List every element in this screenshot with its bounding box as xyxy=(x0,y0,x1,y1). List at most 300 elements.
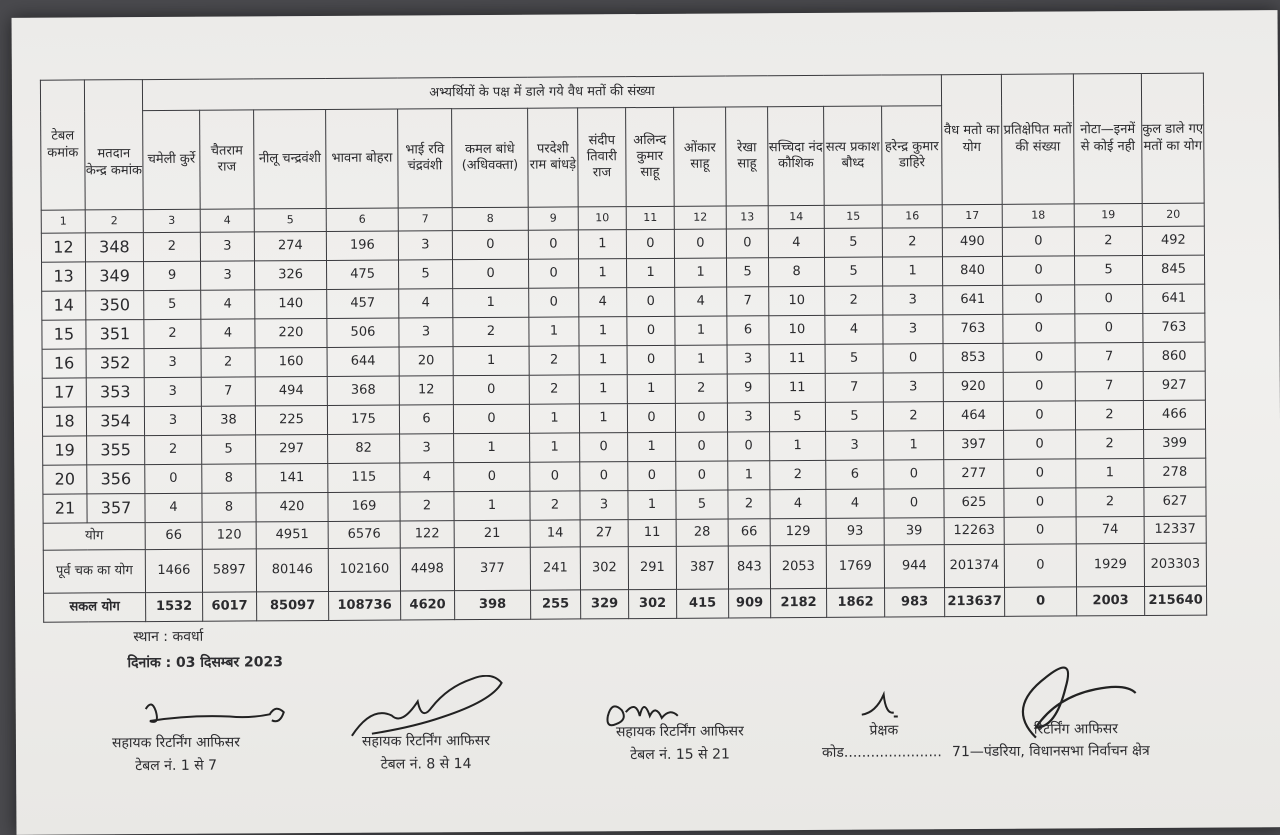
table-cell: 160 xyxy=(255,347,327,376)
table-cell: 3 xyxy=(201,261,255,290)
grand-total-row-cell: 6017 xyxy=(203,592,257,621)
table-cell: 0 xyxy=(883,344,943,373)
grand-total-row-label: सकल योग xyxy=(44,593,146,623)
table-cell: 0 xyxy=(884,489,944,518)
header-candidate: सत्य प्रकाश बौध्द xyxy=(824,106,883,205)
header-candidate: सच्चिदा नंद कौशिक xyxy=(768,106,825,205)
table-cell: 1 xyxy=(579,346,627,375)
previous-round-row-cell: 4498 xyxy=(400,548,454,591)
header-candidate: अलिन्द कुमार साहू xyxy=(626,107,675,206)
table-cell: 351 xyxy=(86,320,144,349)
table-cell: 354 xyxy=(86,407,144,436)
table-cell: 5 xyxy=(824,228,882,257)
table-cell: 5 xyxy=(825,344,883,373)
header-candidate: रेखा साहू xyxy=(726,107,769,206)
table-cell: 348 xyxy=(85,233,143,262)
table-cell: 1 xyxy=(882,257,942,286)
previous-round-row-cell: 203303 xyxy=(1144,543,1206,586)
grand-total-row-cell: 215640 xyxy=(1145,586,1207,615)
previous-round-row xyxy=(43,543,1206,593)
table-cell: 3 xyxy=(727,345,769,374)
table-cell: 860 xyxy=(1143,342,1205,371)
table-cell: 1 xyxy=(628,432,676,461)
table-cell: 357 xyxy=(87,494,145,523)
date-label: दिनांक : 03 दिसम्बर 2023 xyxy=(127,654,284,672)
table-cell: 0 xyxy=(452,230,528,259)
table-cell: 20 xyxy=(43,465,87,494)
table-cell: 3 xyxy=(883,315,943,344)
table-cell: 7 xyxy=(727,287,769,316)
results-body xyxy=(41,203,1206,622)
table-cell: 927 xyxy=(1143,371,1205,400)
total-row-cell: 11 xyxy=(628,519,676,546)
table-cell: 641 xyxy=(1143,284,1205,313)
table-cell: 0 xyxy=(529,259,579,288)
table-cell: 2 xyxy=(143,232,200,261)
table-cell: 1 xyxy=(530,433,580,462)
table-cell: 0 xyxy=(453,375,529,404)
sig1-title: सहायक रिटर्निंग आफिसर xyxy=(111,734,240,752)
table-cell: 0 xyxy=(627,403,675,432)
table-cell: 12 xyxy=(41,233,85,262)
table-cell: 14 xyxy=(42,291,86,320)
previous-round-row-cell: 1466 xyxy=(145,549,202,592)
table-cell: 4 xyxy=(825,315,883,344)
total-row-cell: 66 xyxy=(145,522,202,549)
table-cell: 3 xyxy=(144,348,201,377)
table-cell: 3 xyxy=(400,434,454,463)
total-row-cell: 74 xyxy=(1076,516,1144,543)
total-row-cell: 120 xyxy=(202,522,256,549)
signature-1-icon xyxy=(136,696,296,737)
table-cell: 0 xyxy=(628,461,676,490)
table-cell: 494 xyxy=(255,376,327,405)
header-candidate: चमेली कुर्रे xyxy=(143,110,201,209)
previous-round-row-cell: 80146 xyxy=(256,548,328,591)
previous-round-row-cell: 377 xyxy=(454,547,530,590)
table-cell: 1 xyxy=(578,259,626,288)
total-row-cell: 28 xyxy=(676,519,728,546)
table-cell: 625 xyxy=(944,488,1004,517)
observer-title: प्रेक्षक xyxy=(869,722,899,739)
table-cell: 641 xyxy=(943,285,1003,314)
table-cell: 0 xyxy=(1002,227,1074,256)
table-cell: 2 xyxy=(1075,400,1143,429)
table-cell: 2 xyxy=(882,228,942,257)
total-row-cell: 21 xyxy=(454,520,530,547)
table-cell: 5 xyxy=(202,435,256,464)
table-cell: 1 xyxy=(529,404,579,433)
table-cell: 0 xyxy=(674,229,726,258)
table-cell: 763 xyxy=(1143,313,1205,342)
table-cell: 0 xyxy=(1003,401,1075,430)
table-cell: 2 xyxy=(145,435,202,464)
table-cell: 0 xyxy=(580,462,628,491)
table-cell: 2 xyxy=(770,460,826,489)
table-cell: 13 xyxy=(42,262,86,291)
table-cell: 3 xyxy=(200,232,254,261)
table-cell: 5 xyxy=(399,260,453,289)
header-candidate: भाई रवि चंद्रवंशी xyxy=(398,109,453,208)
previous-round-row-cell: 0 xyxy=(1004,544,1076,587)
column-number-cell: 5 xyxy=(254,208,326,231)
table-cell: 2 xyxy=(144,319,201,348)
header-candidate: संदीप तिवारी राज xyxy=(578,108,627,207)
column-number-cell: 9 xyxy=(528,207,578,230)
table-cell: 2 xyxy=(883,402,943,431)
table-cell: 0 xyxy=(1003,343,1075,372)
table-cell: 297 xyxy=(256,434,328,463)
total-row-cell: 12337 xyxy=(1144,516,1206,543)
table-cell: 21 xyxy=(43,494,87,523)
column-number-cell: 19 xyxy=(1074,203,1142,226)
table-cell: 3 xyxy=(883,373,943,402)
table-cell: 475 xyxy=(327,260,399,289)
previous-round-row-cell: 944 xyxy=(884,545,944,588)
table-cell: 2 xyxy=(1074,226,1142,255)
column-number-cell: 17 xyxy=(942,204,1002,227)
grand-total-row-cell: 302 xyxy=(629,589,677,618)
table-cell: 11 xyxy=(769,373,825,402)
sig2-tables: टेबल नं. 8 से 14 xyxy=(380,756,472,773)
grand-total-row-cell: 909 xyxy=(729,589,771,618)
table-cell: 0 xyxy=(676,461,728,490)
table-cell: 3 xyxy=(398,231,452,260)
table-cell: 1 xyxy=(675,316,727,345)
header-rejected: प्रतिक्षेपित मतों की संख्या xyxy=(1001,74,1074,204)
grand-total-row-cell: 255 xyxy=(531,590,581,619)
table-cell: 169 xyxy=(328,492,400,521)
table-cell: 627 xyxy=(1144,487,1206,516)
total-row-cell: 12263 xyxy=(944,517,1004,544)
table-cell: 3 xyxy=(727,403,769,432)
grand-total-row-cell: 4620 xyxy=(401,591,455,620)
table-cell: 2 xyxy=(201,348,255,377)
table-cell: 420 xyxy=(256,492,328,521)
total-row-label: योग xyxy=(43,523,145,551)
table-cell: 2 xyxy=(1076,429,1144,458)
table-cell: 397 xyxy=(944,430,1004,459)
table-cell: 4 xyxy=(826,489,884,518)
table-cell: 353 xyxy=(86,378,144,407)
table-cell: 0 xyxy=(627,345,675,374)
table-cell: 0 xyxy=(453,404,529,433)
table-cell: 0 xyxy=(1075,313,1143,342)
table-cell: 2 xyxy=(675,374,727,403)
grand-total-row-cell: 1862 xyxy=(827,588,885,617)
grand-total-row-cell: 2003 xyxy=(1077,586,1145,615)
table-cell: 2 xyxy=(530,491,580,520)
table-cell: 1 xyxy=(884,431,944,460)
table-cell: 355 xyxy=(87,436,145,465)
column-number-cell: 2 xyxy=(85,210,143,233)
table-cell: 0 xyxy=(529,288,579,317)
table-cell: 5 xyxy=(769,402,825,431)
table-cell: 5 xyxy=(824,257,882,286)
table-cell: 278 xyxy=(1144,458,1206,487)
table-cell: 1 xyxy=(627,374,675,403)
table-cell: 7 xyxy=(1075,371,1143,400)
header-candidate: नीलू चन्द्रवंशी xyxy=(254,109,327,208)
table-cell: 492 xyxy=(1142,226,1204,255)
grand-total-row-cell: 415 xyxy=(677,589,729,618)
table-cell: 399 xyxy=(1144,429,1206,458)
table-cell: 0 xyxy=(1004,459,1076,488)
grand-total-row-cell: 983 xyxy=(885,588,945,617)
previous-round-row-cell: 302 xyxy=(580,547,628,590)
grand-total-row-cell: 85097 xyxy=(257,591,329,620)
table-cell: 4 xyxy=(400,463,454,492)
table-cell: 356 xyxy=(87,465,145,494)
grand-total-row-cell: 2182 xyxy=(771,588,827,617)
sig3-tables: टेबल नं. 15 से 21 xyxy=(630,746,730,764)
previous-round-row-cell: 5897 xyxy=(202,549,256,592)
header-candidate: कमल बांधे (अधिवक्ता) xyxy=(452,108,529,207)
column-number-cell: 20 xyxy=(1142,203,1204,226)
table-cell: 4 xyxy=(770,489,826,518)
total-row-cell: 129 xyxy=(770,518,826,545)
previous-round-row-label: पूर्व चक का योग xyxy=(43,550,145,594)
ro-constituency: 71—पंडरिया, विधानसभा निर्वाचन क्षेत्र xyxy=(951,742,1150,761)
table-cell: 0 xyxy=(1004,430,1076,459)
header-candidate: चैतराम राज xyxy=(200,110,255,209)
grand-total-row-cell: 0 xyxy=(1005,587,1077,616)
table-cell: 466 xyxy=(1143,400,1205,429)
table-cell: 141 xyxy=(256,463,328,492)
column-number-cell: 15 xyxy=(824,205,882,228)
observer-code: कोड...................... xyxy=(821,744,942,761)
table-cell: 6 xyxy=(727,316,769,345)
table-cell: 0 xyxy=(728,432,770,461)
table-cell: 8 xyxy=(202,493,256,522)
table-cell: 840 xyxy=(942,256,1002,285)
table-cell: 9 xyxy=(144,261,201,290)
table-cell: 1 xyxy=(579,404,627,433)
total-row-cell: 4951 xyxy=(256,521,328,548)
table-cell: 464 xyxy=(943,401,1003,430)
table-cell: 220 xyxy=(255,318,327,347)
table-cell: 4 xyxy=(145,493,202,522)
table-cell: 920 xyxy=(943,372,1003,401)
column-number-cell: 3 xyxy=(143,209,200,232)
table-cell: 0 xyxy=(675,403,727,432)
table-cell: 3 xyxy=(144,406,201,435)
table-cell: 1 xyxy=(674,258,726,287)
result-sheet xyxy=(12,10,1280,835)
table-cell: 18 xyxy=(42,407,86,436)
table-cell: 38 xyxy=(201,406,255,435)
table-cell: 2 xyxy=(825,286,883,315)
table-cell: 15 xyxy=(42,320,86,349)
previous-round-row-cell: 843 xyxy=(728,546,770,589)
table-cell: 8 xyxy=(768,257,824,286)
table-cell: 2 xyxy=(1076,487,1144,516)
sig1-tables: टेबल नं. 1 से 7 xyxy=(135,757,218,775)
table-cell: 0 xyxy=(454,462,530,491)
table-cell: 0 xyxy=(1075,284,1143,313)
table-cell: 196 xyxy=(326,231,398,260)
previous-round-row-cell: 1769 xyxy=(826,545,884,588)
table-cell: 5 xyxy=(1074,255,1142,284)
column-number-cell: 18 xyxy=(1002,204,1074,227)
table-cell: 5 xyxy=(676,490,728,519)
table-cell: 115 xyxy=(328,463,400,492)
total-row-cell: 27 xyxy=(580,520,628,547)
column-number-cell: 16 xyxy=(882,205,942,228)
table-cell: 0 xyxy=(626,229,674,258)
sig2-title: सहायक रिटर्निंग आफिसर xyxy=(361,732,490,750)
table-cell: 0 xyxy=(580,433,628,462)
table-cell: 2 xyxy=(400,492,454,521)
table-cell: 5 xyxy=(825,402,883,431)
table-cell: 1 xyxy=(626,258,674,287)
table-wrapper xyxy=(40,73,1207,623)
table-cell: 4 xyxy=(768,228,824,257)
results-table xyxy=(40,73,1207,623)
grand-total-row-cell: 398 xyxy=(455,590,531,619)
table-cell: 0 xyxy=(627,316,675,345)
table-cell: 2 xyxy=(453,317,529,346)
sig3-title: सहायक रिटर्निंग आफिसर xyxy=(615,723,744,741)
header-valid-total: वैध मतो का योग xyxy=(941,74,1002,204)
table-cell: 352 xyxy=(86,349,144,378)
previous-round-row-cell: 102160 xyxy=(328,548,400,591)
table-cell: 3 xyxy=(580,491,628,520)
table-cell: 4 xyxy=(399,289,453,318)
table-cell: 1 xyxy=(454,433,530,462)
table-cell: 326 xyxy=(255,260,327,289)
header-candidate: हरेन्द्र कुमार डाहिरे xyxy=(882,106,943,205)
previous-round-row-cell: 387 xyxy=(676,546,728,589)
previous-round-row-cell: 1929 xyxy=(1076,543,1144,586)
table-cell: 1 xyxy=(453,346,529,375)
table-cell: 12 xyxy=(399,376,453,405)
table-cell: 1 xyxy=(728,461,770,490)
table-cell: 20 xyxy=(399,347,453,376)
column-number-cell: 13 xyxy=(726,206,768,229)
table-cell: 19 xyxy=(43,436,87,465)
column-number-cell: 12 xyxy=(674,206,726,229)
table-cell: 3 xyxy=(144,377,201,406)
table-cell: 11 xyxy=(769,344,825,373)
table-cell: 0 xyxy=(528,230,578,259)
grand-total-row xyxy=(44,586,1207,622)
table-cell: 4 xyxy=(579,288,627,317)
table-cell: 0 xyxy=(676,432,728,461)
header-candidate: परदेशी राम बांधड़े xyxy=(528,108,579,207)
table-cell: 0 xyxy=(1003,285,1075,314)
table-cell: 16 xyxy=(42,349,86,378)
column-number-cell: 1 xyxy=(41,210,85,233)
table-cell: 0 xyxy=(453,259,529,288)
grand-total-row-cell: 213637 xyxy=(945,587,1005,616)
table-cell: 349 xyxy=(86,262,144,291)
table-cell: 82 xyxy=(328,434,400,463)
table-cell: 5 xyxy=(144,290,201,319)
table-cell: 2 xyxy=(728,490,770,519)
table-cell: 0 xyxy=(1003,314,1075,343)
table-cell: 5 xyxy=(726,258,768,287)
table-cell: 368 xyxy=(327,376,399,405)
header-candidate: ओंकार साहू xyxy=(674,107,727,206)
table-cell: 0 xyxy=(1002,256,1074,285)
table-cell: 3 xyxy=(399,318,453,347)
table-cell: 0 xyxy=(884,460,944,489)
table-cell: 0 xyxy=(530,462,580,491)
header-nota: नोटा—इनमें से कोई नही xyxy=(1073,73,1142,203)
grand-total-row-cell: 1532 xyxy=(146,592,203,621)
total-row-cell: 0 xyxy=(1004,517,1076,544)
grand-total-row-cell: 329 xyxy=(581,590,629,619)
table-cell: 7 xyxy=(1075,342,1143,371)
table-cell: 140 xyxy=(255,289,327,318)
ro-title: रिटर्निंग आफिसर xyxy=(1033,721,1118,738)
table-cell: 1 xyxy=(529,317,579,346)
table-cell: 1 xyxy=(579,375,627,404)
table-cell: 3 xyxy=(826,431,884,460)
table-cell: 10 xyxy=(769,315,825,344)
table-cell: 1 xyxy=(579,317,627,346)
table-cell: 7 xyxy=(825,373,883,402)
total-row-cell: 14 xyxy=(530,520,580,547)
table-cell: 1 xyxy=(1076,458,1144,487)
total-row-cell: 66 xyxy=(728,519,770,546)
header-total-votes: कुल डाले गए मतों का योग xyxy=(1141,73,1204,203)
total-row-cell: 6576 xyxy=(328,521,400,548)
table-cell: 8 xyxy=(202,464,256,493)
total-row-cell: 93 xyxy=(826,518,884,545)
table-cell: 6 xyxy=(399,405,453,434)
previous-round-row-cell: 241 xyxy=(530,547,580,590)
table-cell: 845 xyxy=(1142,255,1204,284)
total-row-cell: 122 xyxy=(400,521,454,548)
table-cell: 1 xyxy=(578,230,626,259)
column-number-cell: 7 xyxy=(398,208,452,231)
column-number-cell: 8 xyxy=(452,207,528,230)
previous-round-row-cell: 201374 xyxy=(944,544,1004,587)
table-cell: 17 xyxy=(42,378,86,407)
grand-total-row-cell: 108736 xyxy=(329,591,401,620)
column-number-cell: 4 xyxy=(200,209,254,232)
column-number-cell: 10 xyxy=(578,207,626,230)
table-cell: 10 xyxy=(769,286,825,315)
table-cell: 7 xyxy=(201,377,255,406)
table-cell: 1 xyxy=(770,431,826,460)
table-cell: 763 xyxy=(943,314,1003,343)
table-cell: 277 xyxy=(944,459,1004,488)
table-cell: 1 xyxy=(454,491,530,520)
table-cell: 0 xyxy=(726,229,768,258)
table-cell: 3 xyxy=(883,286,943,315)
table-cell: 225 xyxy=(255,405,327,434)
table-cell: 0 xyxy=(145,464,202,493)
header-booth-number: मतदान केन्द्र कमांक xyxy=(84,80,143,210)
header-valid-votes-group: अभ्यर्थियों के पक्ष में डाले गये वैध मतों की संख्या xyxy=(142,75,941,111)
column-number-cell: 6 xyxy=(326,208,398,231)
column-number-cell: 11 xyxy=(626,206,674,229)
previous-round-row-cell: 2053 xyxy=(770,545,826,588)
table-cell: 0 xyxy=(1004,488,1076,517)
table-cell: 274 xyxy=(254,231,326,260)
table-cell: 2 xyxy=(529,346,579,375)
table-cell: 9 xyxy=(727,374,769,403)
table-cell: 175 xyxy=(327,405,399,434)
table-cell: 457 xyxy=(327,289,399,318)
table-cell: 4 xyxy=(201,290,255,319)
table-cell: 4 xyxy=(675,287,727,316)
header-candidate: भावना बोहरा xyxy=(326,109,399,208)
table-cell: 2 xyxy=(529,375,579,404)
